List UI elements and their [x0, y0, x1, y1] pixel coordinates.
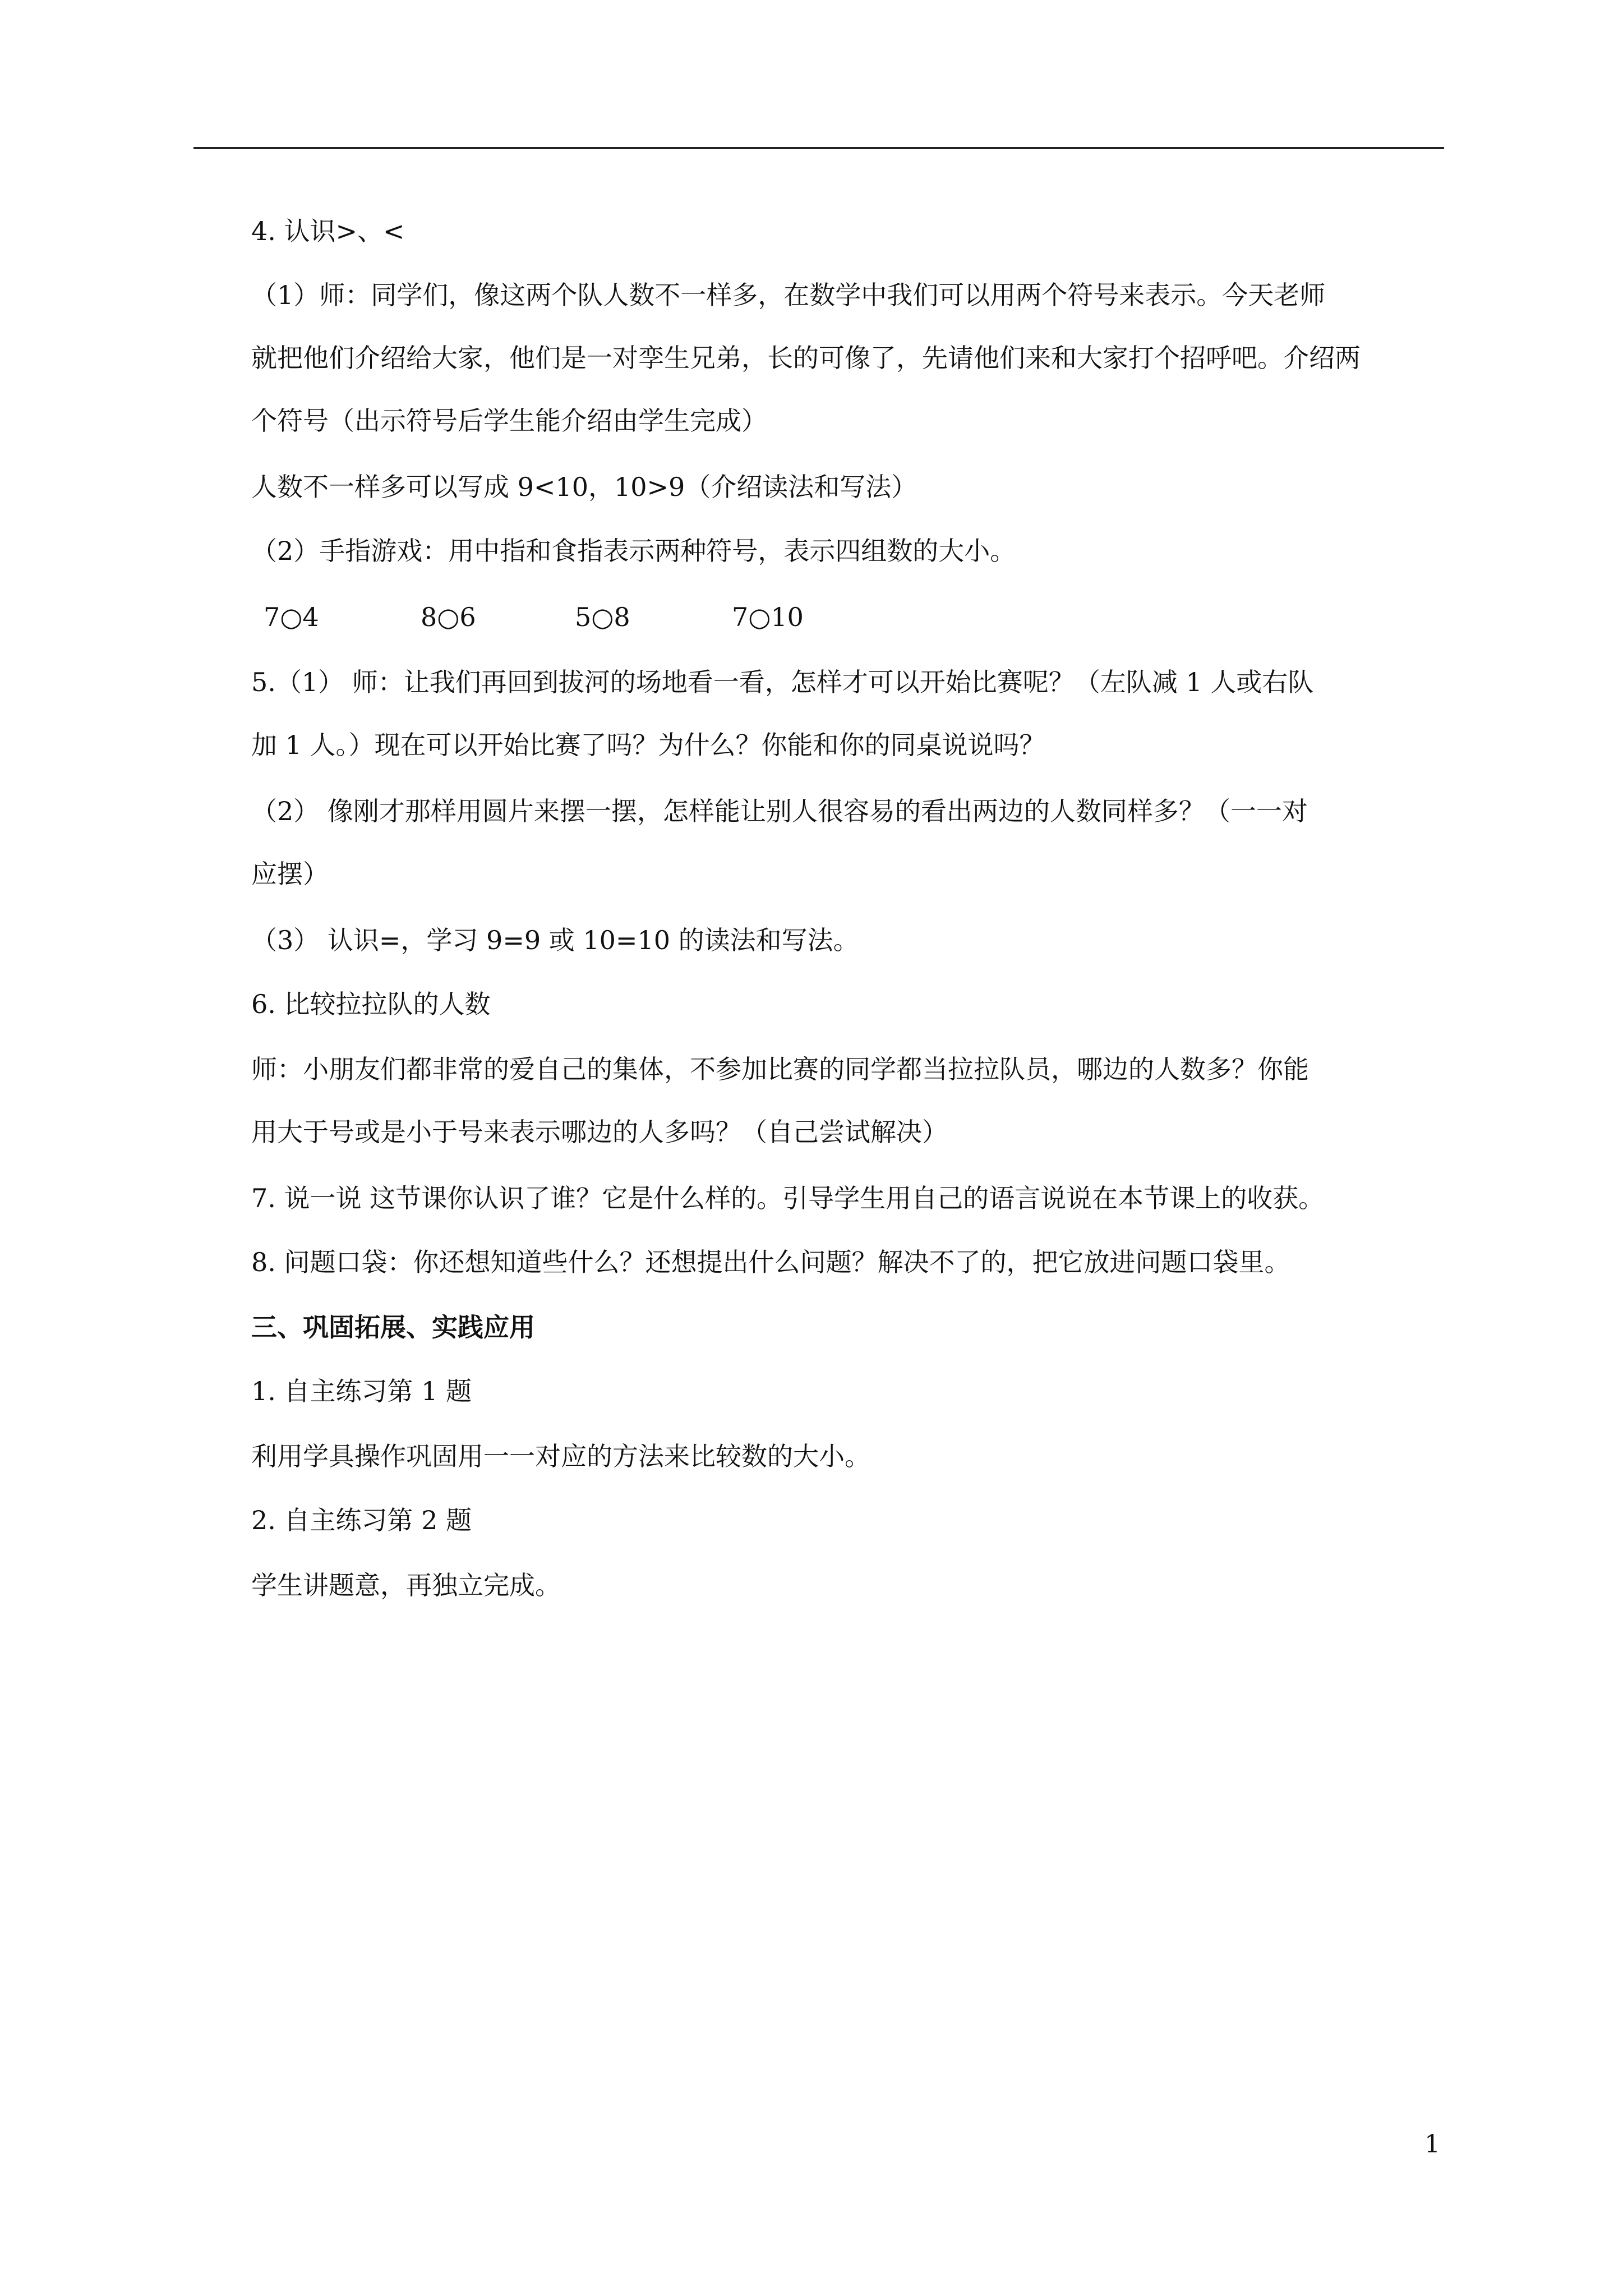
- comparison-item: 8○6: [421, 602, 476, 632]
- paragraph-line: （2）手指游戏：用中指和食指表示两种符号，表示四组数的大小。: [251, 536, 1016, 566]
- paragraph-line: 5.（1） 师：让我们再回到拔河的场地看一看，怎样才可以开始比赛呢？（左队减 1 人或右队: [251, 667, 1314, 697]
- paragraph-line: 学生讲题意，再独立完成。: [251, 1570, 561, 1600]
- paragraph-line: 8. 问题口袋：你还想知道些什么？还想提出什么问题？解决不了的，把它放进问题口袋里。: [251, 1247, 1290, 1277]
- exercise-title: 2. 自主练习第 2 题: [251, 1505, 472, 1535]
- item-4-title: 4. 认识>、<: [251, 216, 405, 246]
- paragraph-line: 人数不一样多可以写成 9<10，10>9（介绍读法和写法）: [251, 472, 917, 502]
- item-6-title: 6. 比较拉拉队的人数: [251, 989, 491, 1019]
- exercise-title: 1. 自主练习第 1 题: [251, 1376, 472, 1406]
- paragraph-line: 7. 说一说 这节课你认识了谁？它是什么样的。引导学生用自己的语言说说在本节课上的收获。: [251, 1183, 1325, 1213]
- paragraph-line: 个符号（出示符号后学生能介绍由学生完成）: [251, 406, 767, 436]
- page-number: 1: [1424, 2130, 1440, 2159]
- paragraph-line: 就把他们介绍给大家，他们是一对孪生兄弟，长的可像了，先请他们来和大家打个招呼吧。介绍两: [251, 343, 1361, 373]
- paragraph-line: （2） 像刚才那样用圆片来摆一摆，怎样能让别人很容易的看出两边的人数同样多？（一一对: [251, 796, 1308, 826]
- section-heading: 三、巩固拓展、实践应用: [251, 1312, 535, 1342]
- paragraph-line: 师：小朋友们都非常的爱自己的集体，不参加比赛的同学都当拉拉队员，哪边的人数多？你能: [251, 1054, 1309, 1084]
- paragraph-line: （3） 认识=，学习 9=9 或 10=10 的读法和写法。: [251, 925, 859, 955]
- comparison-item: 7○10: [732, 602, 804, 632]
- header-rule: [193, 147, 1444, 149]
- paragraph-line: 用大于号或是小于号来表示哪边的人多吗？（自己尝试解决）: [251, 1117, 948, 1147]
- paragraph-line: 应摆）: [251, 859, 329, 889]
- comparison-item: 5○8: [575, 602, 630, 632]
- comparison-item: 7○4: [264, 602, 319, 632]
- paragraph-line: 加 1 人。）现在可以开始比赛了吗？为什么？你能和你的同桌说说吗？: [251, 730, 1045, 760]
- paragraph-line: （1）师：同学们，像这两个队人数不一样多，在数学中我们可以用两个符号来表示。今天老师: [251, 280, 1326, 310]
- paragraph-line: 利用学具操作巩固用一一对应的方法来比较数的大小。: [251, 1441, 870, 1471]
